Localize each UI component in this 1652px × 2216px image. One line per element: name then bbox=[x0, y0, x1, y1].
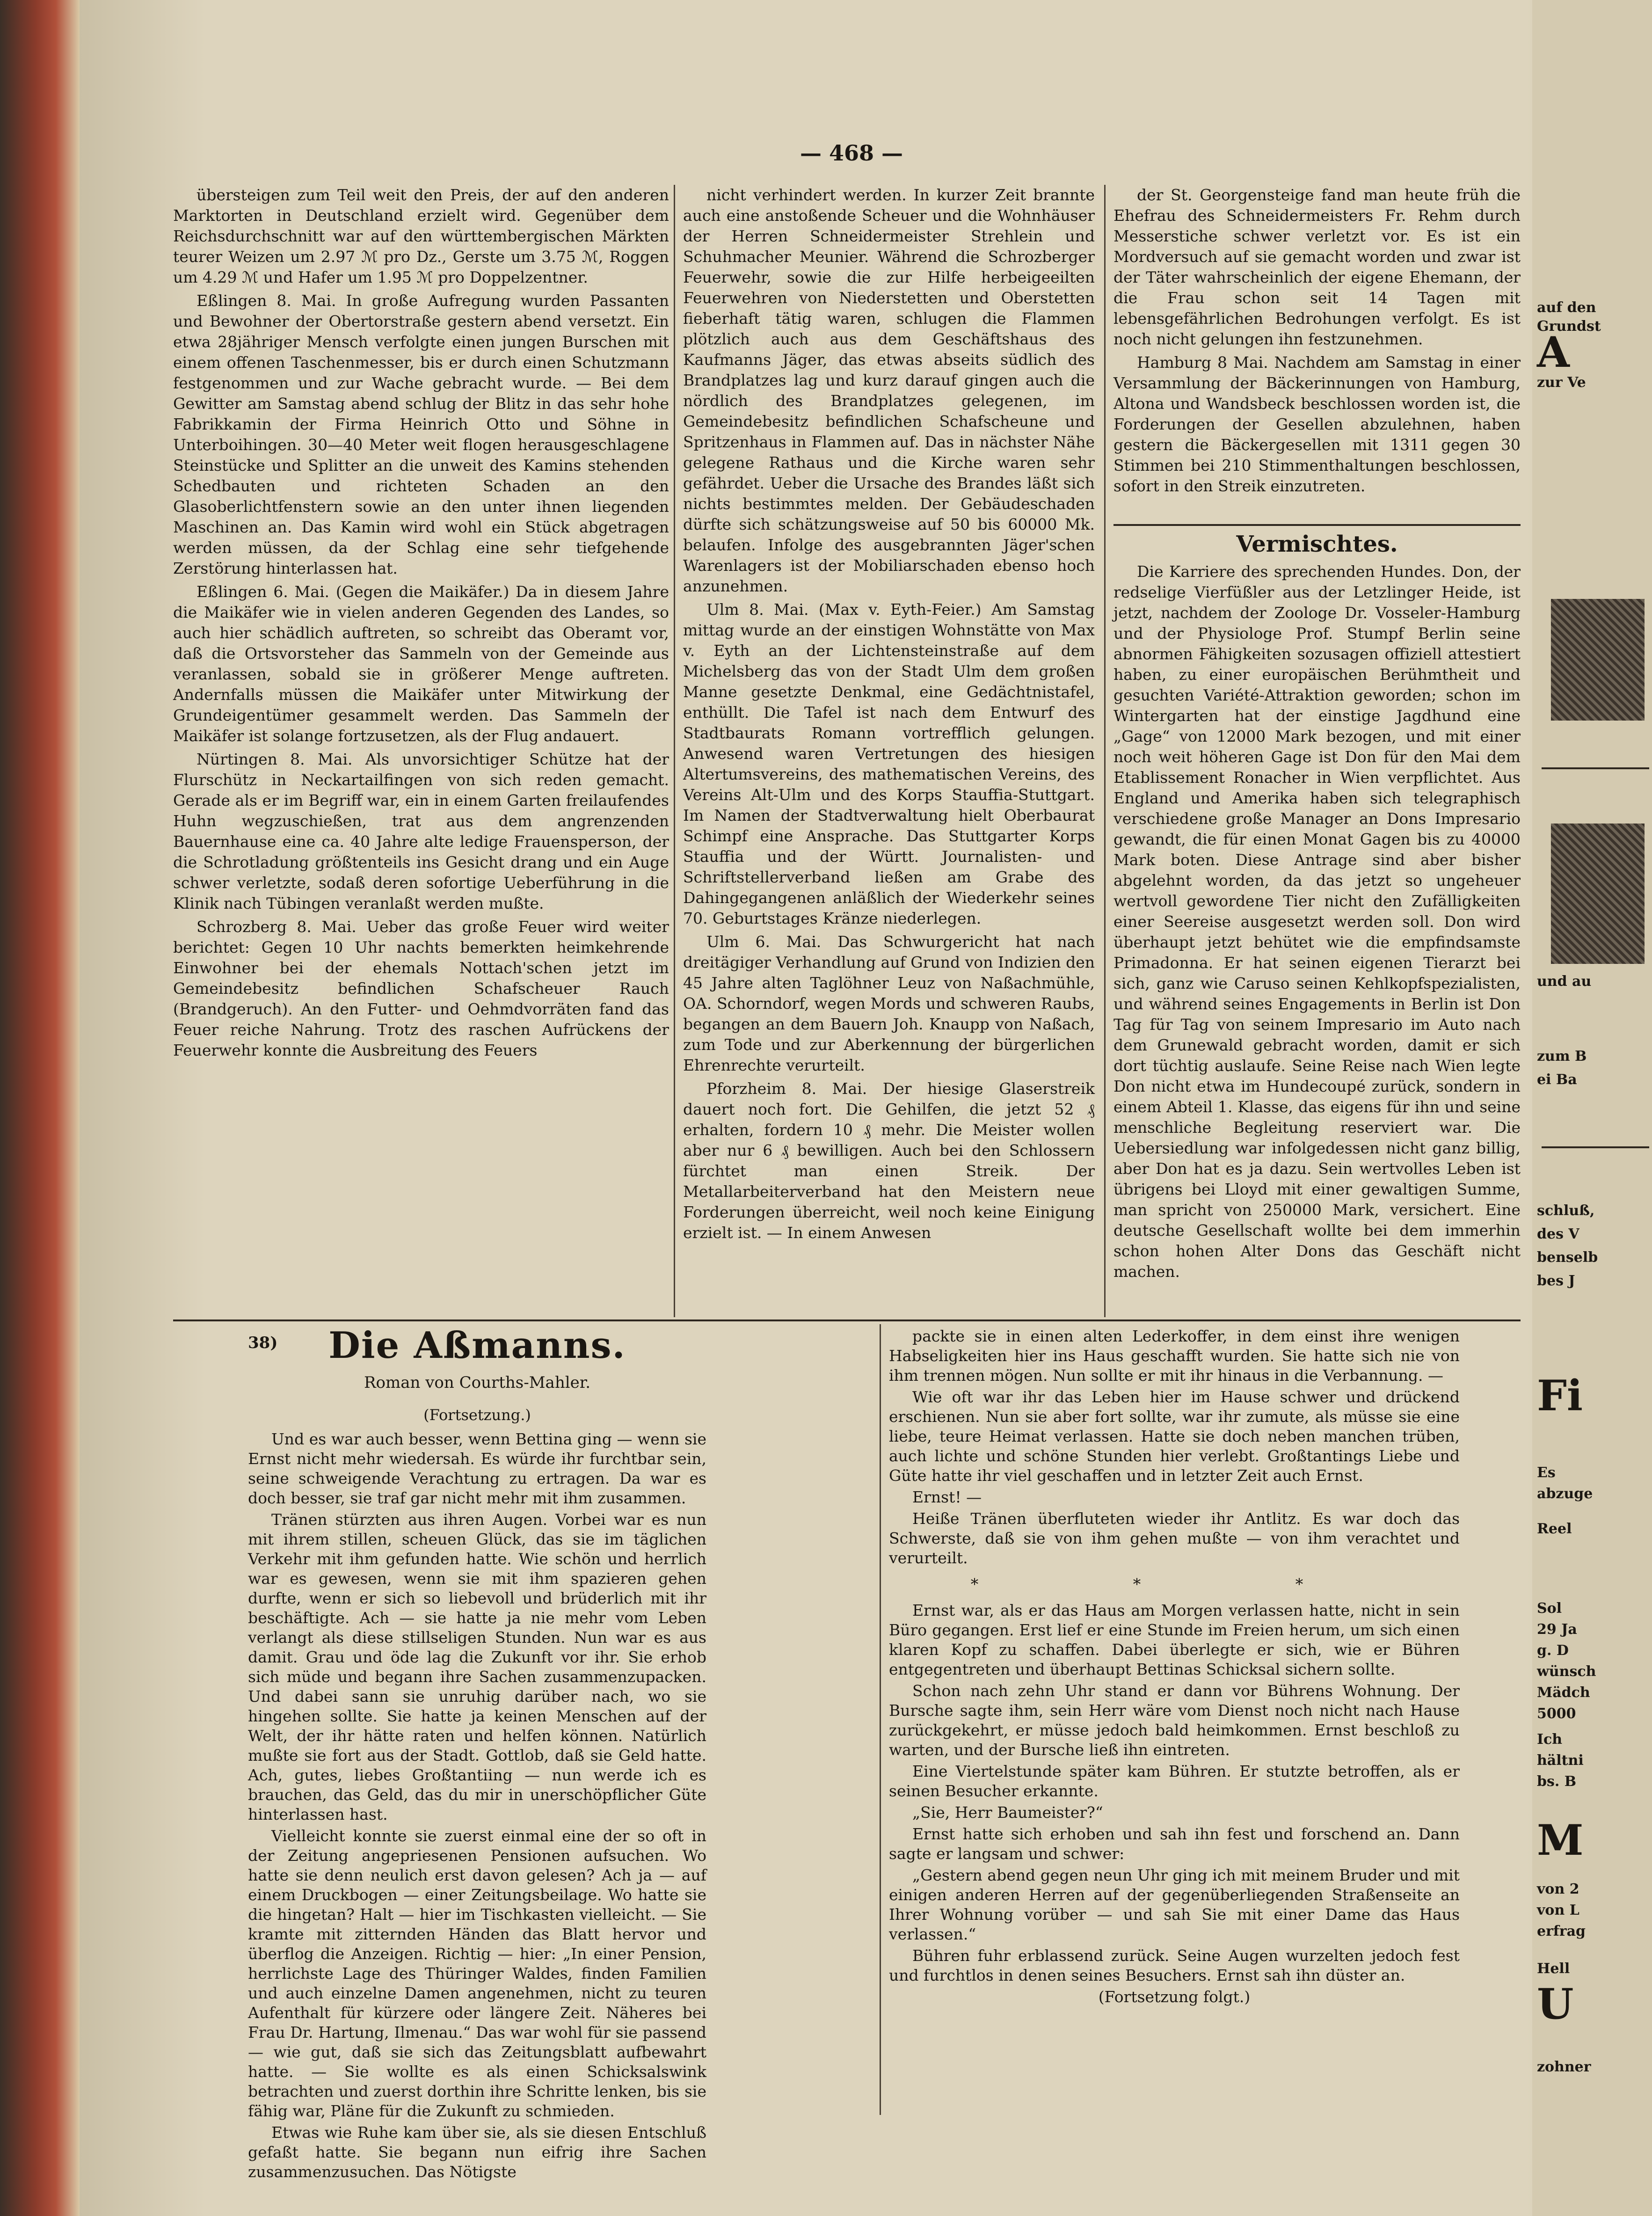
serial-paragraph: Bühren fuhr erblassend zurück. Seine Augen wurzelten jedoch fest und furchtlos in denen seines Besuchers. Ernst sah ihn düster an. bbox=[889, 1946, 1460, 1984]
fragment-text: bs. B bbox=[1537, 1773, 1577, 1790]
serial-paragraph: „Gestern abend gegen neun Uhr ging ich mit meinem Bruder und mit einigen anderen Herren auf der gegenüberliegenden Straßenseite an Ihrer Wohnung vorüber — und sah Sie mit einer Dame das Haus verlassen.“ bbox=[889, 1866, 1460, 1943]
fragment-text: schluß, bbox=[1537, 1203, 1595, 1219]
serial-paragraph: Tränen stürzten aus ihren Augen. Vorbei war es nun mit ihrem stillen, scheuen Glück, das sie im täglichen Verkehr mit ihm gefunden hatte. Wie schön und herrlich war es gewesen, wenn sie mit ihm spazieren gehen durfte, wenn er sich so liebevoll und brüderlich mit ihr beschäftigte. Ach — sie hatte ja nie mehr vom Leben verlangt als diese stillseligen Stunden. Nun war es aus damit. Grau und öde lag die Zukunft vor ihr. Sie erhob sich müde und begann ihre Sachen zusammenzupacken. Und dabei sann sie unruhig darüber nach, wo sie hingehen sollte. Sie hatte ja keinen Menschen auf der Welt, der ihr hätte raten und helfen können. Natürlich mußte sie fort aus der Stadt. Gottlob, daß sie Geld hatte. Ach, gutes, liebes Großtantiing — nun werde ich es brauchen, das Geld, das du mir in unerschöpflicher Güte hinterlassen hast. bbox=[248, 1510, 706, 1823]
fragment-text: hältni bbox=[1537, 1752, 1584, 1769]
article-paragraph: Ulm 6. Mai. Das Schwurgericht hat nach dreitägiger Verhandlung auf Grund von Indizien den 45 Jahre alten Taglöhner Leuz von Naßachmühle, OA. Schorndorf, wegen Mords und schweren Raubs, begangen an dem Bauern Joh. Knaupp von Naßach, zum Tode und zur Aberkennung der bürgerlichen Ehrenrechte verurteilt. bbox=[683, 933, 1095, 1074]
serial-paragraph: Und es war auch besser, wenn Bettina ging — wenn sie Ernst nicht mehr wiedersah. Es würde ihr furchtbar sein, seine schweigende Verachtung zu ertragen. Da war es doch besser, sie traf gar nicht mehr mit ihm zusammen. bbox=[248, 1430, 706, 1507]
serial-paragraph: Eine Viertelstunde später kam Bühren. Er stutzte betroffen, als er seinen Besucher erkannte. bbox=[889, 1762, 1460, 1800]
serial-paragraph: Ernst! — bbox=[912, 1488, 982, 1506]
section-divider bbox=[1113, 524, 1521, 526]
fragment-text: Mädch bbox=[1537, 1684, 1590, 1701]
column-rule bbox=[674, 185, 675, 1317]
article-paragraph: Schrozberg 8. Mai. Ueber das große Feuer wird weiter berichtet: Gegen 10 Uhr nachts bemerkten heimkehrende Einwohner bei der ehemals Nottach'schen jetzt im Gemeindebesitz befindlichen Schafscheuer Rauch (Brandgeruch). An den Futter- und Oehmdvorräten fand das Feuer reiche Nahrung. Trotz des raschen Aufrückens der Feuerwehr konnte die Ausbreitung des Feuers bbox=[173, 918, 669, 1059]
article-paragraph: Pforzheim 8. Mai. Der hiesige Glaserstreik dauert noch fort. Die Gehilfen, die jetzt 52 ₰ erhalten, fordern 10 ₰ mehr. Die Meister wollen aber nur 6 ₰ bewilligen. Auch bei den Schlossern fürchtet man einen Streik. Der Metallarbeiterverband hat den Meistern neue Forderungen überreicht, weil noch keine Einigung erzielt ist. — In einem Anwesen bbox=[683, 1079, 1095, 1242]
fragment-text: erfrag bbox=[1537, 1923, 1586, 1939]
fragment-text: auf den bbox=[1537, 299, 1596, 316]
fragment-text: M bbox=[1537, 1815, 1584, 1865]
article-paragraph: Ulm 8. Mai. (Max v. Eyth-Feier.) Am Samstag mittag wurde an der einstigen Wohnstätte von Max v. Eyth an der Lichtensteinstraße auf dem Michelsberg das von der Stadt Ulm dem großen Manne gesetzte Denkmal, eine Gedächtnistafel, enthüllt. Die Tafel ist nach dem Entwurf des Stadtbaurats Romann vortrefflich gelungen. Anwesend waren Vertretungen des hiesigen Altertumsvereins, des mathematischen Vereins, des Vereins Alt-Ulm und des Korps Stauffia-Stuttgart. Im Namen der Stadtverwaltung hielt Oberbaurat Schimpf eine Ansprache. Das Stuttgarter Korps Stauffia und der Württ. Journalisten- und Schriftstellerverband ließen am Grabe des Dahingegangenen anläßlich der Wiederkehr seines 70. Geburtstages Kränze niederlegen. bbox=[683, 600, 1095, 927]
fragment-text: 5000 bbox=[1537, 1706, 1576, 1722]
column-1 bbox=[173, 185, 669, 1317]
to-be-continued: (Fortsetzung folgt.) bbox=[1098, 1988, 1251, 2006]
serial-paragraph: Ernst war, als er das Haus am Morgen verlassen hatte, nicht in sein Büro gegangen. Erst lief er eine Stunde im Freien herum, um sich einen klaren Kopf zu schaffen. Dabei überlegte er sich, wie er Bühren entgegentreten und überhaupt Bettinas Schicksal sichern sollte. bbox=[889, 1601, 1460, 1678]
serial-title: Die Aßmanns. bbox=[328, 1324, 626, 1367]
fragment-text: A bbox=[1537, 328, 1570, 377]
fragment-text: g. D bbox=[1537, 1642, 1569, 1659]
article-paragraph: nicht verhindert werden. In kurzer Zeit brannte auch eine anstoßende Scheuer und die Wohnhäuser der Herren Schneidermeister Strehlein und Schuhmacher Meunier. Während die Schrozberger Feuerwehr, sowie die zur Hilfe herbeigeeilten Feuerwehren von Niederstetten und Oberstetten fieberhaft tätig waren, schlugen die Flammen plötzlich auch aus dem Geschäftshaus des Kaufmanns Jäger, das etwas abseits südlich des Brandplatzes lag und kurz darauf gingen auch die nördlich des Brandplatzes gelegenen, im Gemeindebesitz befindlichen Schafscheune und Spritzenhaus in Flammen auf. Das in nächster Nähe gelegene Rathaus und die Kirche waren sehr gefährdet. Ueber die Ursache des Brandes läßt sich nichts bestimmtes melden. Der Gebäudeschaden dürfte sich schätzungsweise auf 50 bis 60000 Mk. belaufen. Infolge des ausgebrannten Jäger'schen Warenlagers ist der Mobiliarschaden ebenso hoch anzunehmen. bbox=[683, 186, 1095, 595]
fragment-text: zum B bbox=[1537, 1048, 1587, 1064]
serial-paragraph: „Sie, Herr Baumeister?“ bbox=[912, 1803, 1103, 1822]
article-paragraph: Eßlingen 8. Mai. In große Aufregung wurden Passanten und Bewohner der Obertorstraße gestern abend versetzt. Ein etwa 28jähriger Mensch verfolgte einen jungen Burschen mit einem offenen Taschenmesser, bis er durch einen Schutzmann festgenommen und zur Wache gebracht wurde. — Bei dem Gewitter am Samstag abend schlug der Blitz in das sehr hohe Fabrikkamin der Firma Heinrich Otto und Söhne in Unterboihingen. 30—40 Meter weit flogen herausgeschlagene Steinstücke und Splitter an die unweit des Kamins stehenden Schedbauten und richteten Schaden an den Glasoberlichtfenstern sowie an den unter ihnen liegenden Maschinen an. Das Kamin wird wohl ein Stück abgetragen werden müssen, da der Schlag eine sehr tiefgehende Zerstörung hinterlassen hat. bbox=[173, 292, 669, 577]
column-3-misc bbox=[1113, 561, 1521, 1315]
column-rule bbox=[1104, 185, 1106, 1317]
column-rule bbox=[880, 1324, 881, 2115]
fragment-text: und au bbox=[1537, 973, 1592, 990]
fragment-text: zohner bbox=[1537, 2059, 1591, 2075]
divider bbox=[1542, 767, 1649, 769]
serial-number: 38) bbox=[248, 1334, 278, 1352]
fragment-text: von 2 bbox=[1537, 1881, 1579, 1897]
fragment-text: Hell bbox=[1537, 1961, 1570, 1977]
article-paragraph: übersteigen zum Teil weit den Preis, der auf den anderen Marktorten in Deutschland erzielt wird. Gegenüber dem Reichsdurchschnitt war auf den württembergischen Märkten teurer Weizen um 2.97 ℳ pro Dz., Gerste um 3.75 ℳ, Roggen um 4.29 ℳ und Hafer um 1.95 ℳ pro Doppelzentner. bbox=[173, 186, 669, 286]
serial-paragraph: Heiße Tränen überfluteten wieder ihr Antlitz. Es war doch das Schwerste, daß sie von ihm gehen mußte — von ihm verachtet und verurteilt. bbox=[889, 1509, 1460, 1567]
article-paragraph: Die Karriere des sprechenden Hundes. Don, der redselige Vierfüßler aus der Letzlinger Heide, ist jetzt, nachdem der Zoologe Dr. Vosseler-Hamburg und der Physiologe Prof. Stumpf Berlin seine abnormen Fähigkeiten sozusagen offiziell attestiert haben, zu einer europäischen Berühmtheit und gesuchten Variété-Attraktion geworden; schon im Wintergarten hat der einstige Jagdhund eine „Gage“ von 12000 Mark bezogen, und mit einer noch weit höheren Gage ist Don für den Mai dem Etablissement Ronacher in Wien verpflichtet. Aus England und Amerika haben sich telegraphisch verschiedene große Manager an Dons Impresario gewandt, die für einen Monat Gagen bis zu 40000 Mark boten. Diese Antrage sind aber bisher abgelehnt worden, da das jetzt so ungeheuer wertvoll gewordene Tier nicht den Zufälligkeiten einer Seereise ausgesetzt werden soll. Don wird überhaupt jetzt behütet wie die empfindsamste Primadonna. Er hat seinen eigenen Tierarzt bei sich, ganz wie Caruso seinen Kehlkopfspezialisten, und während seines Engagements in Berlin ist Don Tag für Tag von seinem Impresario im Auto nach dem Grunewald gebracht worden, damit er sich dort tüchtig auslaufe. Seine Reise nach Wien legte Don nicht etwa im Hundecoupé zurück, sondern in einem Abteil 1. Klasse, das eigens für ihn und seine menschliche Begleitung reserviert war. Die Uebersiedlung war infolgedessen nicht ganz billig, aber Don hat es ja dazu. Sein wertvolles Leben ist übrigens bei Lloyd mit einer gewaltigen Summe, man spricht von 250000 Mark, versichert. Eine deutsche Gesellschaft wollte bei dem immerhin schon hohen Alter Dons das Geschäft nicht machen. bbox=[1113, 562, 1521, 1281]
fragment-text: Fi bbox=[1537, 1371, 1583, 1421]
fragment-text: ei Ba bbox=[1537, 1072, 1577, 1088]
serial-column-2 bbox=[889, 1327, 1460, 2113]
advertisement-illustration bbox=[1551, 824, 1645, 964]
fragment-text: zur Ve bbox=[1537, 374, 1586, 391]
book-edge bbox=[0, 0, 80, 2216]
serial-divider bbox=[173, 1319, 1521, 1321]
fragment-text: abzuge bbox=[1537, 1486, 1593, 1502]
serial-paragraph: packte sie in einen alten Lederkoffer, in dem einst ihre wenigen Habseligkeiten hier ins Haus geschafft wurden. Sie hatte sich nie von ihm trennen mögen. Nun sollte er mit ihr hinaus in die Verbannung. — bbox=[889, 1327, 1460, 1385]
column-2 bbox=[683, 185, 1095, 1317]
fragment-text: Grundst bbox=[1537, 318, 1601, 335]
fragment-text: benselb bbox=[1537, 1249, 1598, 1266]
serial-column-1 bbox=[248, 1429, 706, 2181]
article-paragraph: Nürtingen 8. Mai. Als unvorsichtiger Schütze hat der Flurschütz in Neckartailfingen von sich reden gemacht. Gerade als er im Begriff war, ein in einem Garten freilaufendes Huhn wegzuschießen, trat aus dem angrenzenden Bauernhause eine ca. 40 Jahre alte ledige Frauensperson, der die Schrotladung größtenteils ins Gesicht drang und ein Auge schwer verletzte, sodaß deren sofortige Ueberführung in die Klinik nach Tübingen veranlaßt werden mußte. bbox=[173, 750, 669, 912]
fragment-text: 29 Ja bbox=[1537, 1621, 1577, 1638]
page-number: — 468 — bbox=[800, 140, 903, 166]
section-break-stars: * * * bbox=[970, 1575, 1378, 1593]
advertisement-illustration bbox=[1551, 599, 1645, 721]
column-3 bbox=[1113, 185, 1521, 517]
serial-paragraph: Etwas wie Ruhe kam über sie, als sie diesen Entschluß gefaßt hatte. Sie begann nun eifrig ihre Sachen zusammenzusuchen. Das Nötigste bbox=[248, 2123, 706, 2181]
fragment-text: Sol bbox=[1537, 1600, 1562, 1617]
serial-continued: (Fortsetzung.) bbox=[423, 1406, 531, 1424]
fragment-text: wünsch bbox=[1537, 1663, 1596, 1680]
serial-subtitle: Roman von Courths-Mahler. bbox=[364, 1373, 591, 1392]
serial-paragraph: Vielleicht konnte sie zuerst einmal eine der so oft in der Zeitung angepriesenen Pensionen aufsuchen. Wo hatte sie denn neulich erst davon gelesen? Ach ja — auf einem Druckbogen — einer Zeitungsbeilage. Wo hatte sie die hingetan? Halt — hier im Tischkasten vielleicht. — Sie kramte mit zitternden Händen das Blatt hervor und überflog die Anzeigen. Richtig — hier: „In einer Pension, herrlichste Lage des Thüringer Waldes, finden Familien und auch einzelne Damen angenehmen, nicht zu teuren Aufenthalt für kürzere oder längere Zeit. Näheres bei Frau Dr. Hartung, Ilmenau.“ Das war wohl für sie passend — wie gut, daß sie sich das Zeitungsblatt aufbewahrt hatte. — Sie wollte es als einen Schicksalswink betrachten und zuerst dorthin ihre Schritte lenken, bis sie fähig war, Pläne für die Zukunft zu schmieden. bbox=[248, 1827, 706, 2120]
divider bbox=[1542, 1146, 1649, 1148]
fragment-text: Ich bbox=[1537, 1731, 1563, 1748]
fragment-text: des V bbox=[1537, 1226, 1579, 1242]
serial-paragraph: Ernst hatte sich erhoben und sah ihn fest und forschend an. Dann sagte er langsam und schwer: bbox=[889, 1825, 1460, 1863]
fragment-text: bes J bbox=[1537, 1273, 1575, 1289]
adjacent-page-strip bbox=[1532, 0, 1652, 2216]
fragment-text: Reel bbox=[1537, 1521, 1572, 1537]
article-paragraph: der St. Georgensteige fand man heute früh die Ehefrau des Schneidermeisters Fr. Rehm durch Messerstiche schwer verletzt vor. Es ist ein Mordversuch auf sie gemacht worden und zwar ist der Täter wahrscheinlich der eigene Ehemann, der die Frau schon seit 14 Tagen mit lebensgefährlichen Bedrohungen verfolgt. Es ist noch nicht gelungen ihn festzunehmen. bbox=[1113, 186, 1521, 348]
serial-paragraph: Schon nach zehn Uhr stand er dann vor Bührens Wohnung. Der Bursche sagte ihm, sein Herr wäre vom Dienst noch nicht nach Hause zurückgekehrt, er müsse jedoch bald heimkommen. Ernst beschloß zu warten, und der Bursche ließ ihn eintreten. bbox=[889, 1682, 1460, 1759]
fragment-text: Es bbox=[1537, 1465, 1556, 1481]
article-paragraph: Eßlingen 6. Mai. (Gegen die Maikäfer.) Da in diesem Jahre die Maikäfer wie in vielen anderen Gegenden des Landes, so auch hier schädlich auftreten, so schreibt das Oberamt vor, daß die Ortsvorsteher das Sammeln von der Gemeinde aus veranlassen, sobald sie in größerer Menge auftreten. Andernfalls müssen die Maikäfer unter Mitwirkung der Grundeigentümer gesammelt werden. Das Sammeln der Maikäfer ist solange fortzusetzen, als der Flug andauert. bbox=[173, 583, 669, 745]
serial-paragraph: Wie oft war ihr das Leben hier im Hause schwer und drückend erschienen. Nun sie aber fort sollte, war ihr zumute, als müsse sie eine liebe, teure Heimat verlassen. Hatte sie doch neben manchen trüben, auch lichte und schöne Stunden hier verlebt. Großtantings Liebe und Güte hatte ihr viel geschaffen und in letzter Zeit auch Ernst. bbox=[889, 1388, 1460, 1485]
section-heading: Vermischtes. bbox=[1236, 531, 1398, 557]
fragment-text: von L bbox=[1537, 1902, 1579, 1918]
article-paragraph: Hamburg 8 Mai. Nachdem am Samstag in einer Versammlung der Bäckerinnungen von Hamburg, Altona und Wandsbeck beschlossen worden ist, die Forderungen der Gesellen abzulehnen, haben gestern die Bäckergesellen mit 1311 gegen 30 Stimmen bei 210 Stimmenthaltungen beschlossen, sofort in den Streik einzutreten. bbox=[1113, 353, 1521, 495]
fragment-text: U bbox=[1537, 1979, 1574, 2029]
